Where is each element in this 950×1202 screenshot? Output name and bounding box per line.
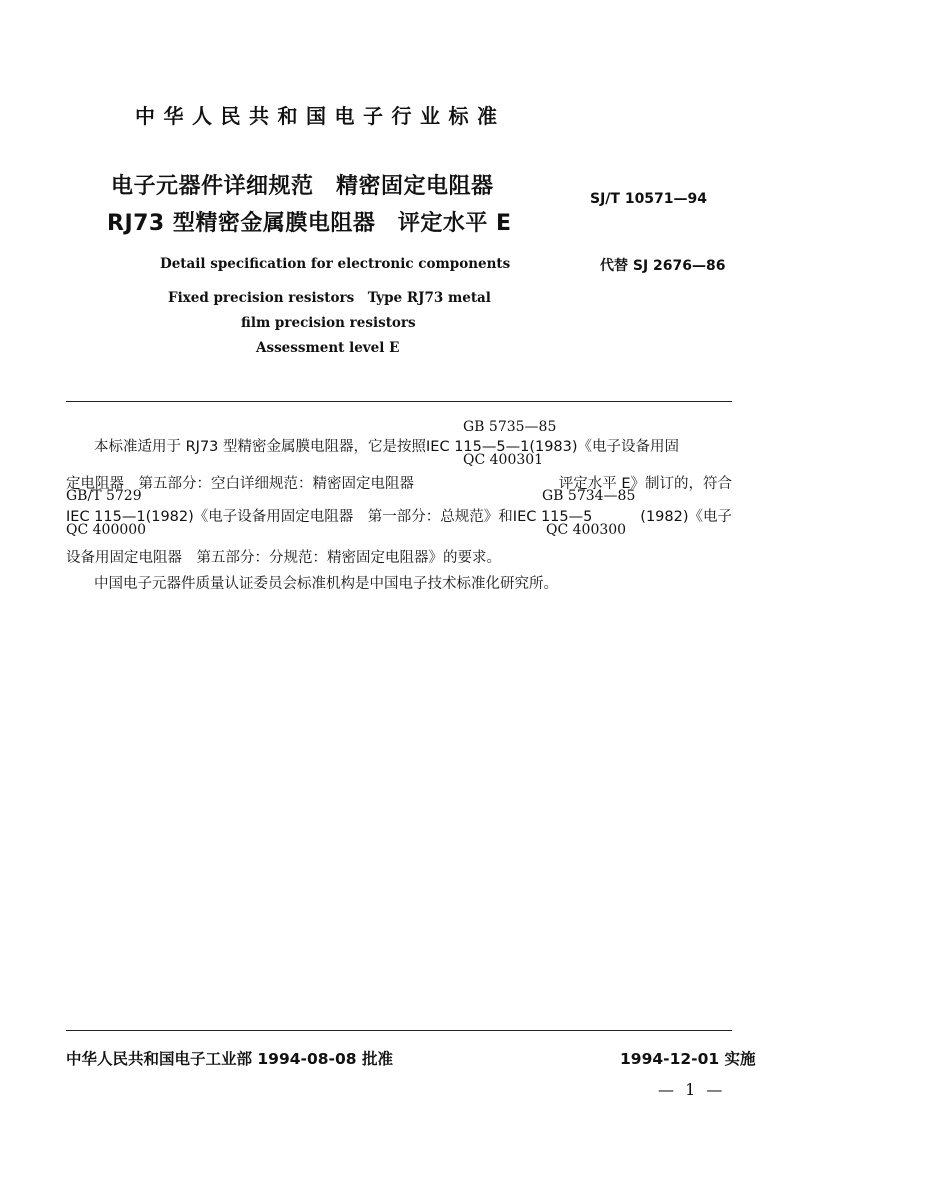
body-paragraph-line-4: 设备用固定电阻器 第五部分：分规范：精密固定电阻器》的要求。 [66,550,501,566]
standard-number: SJ/T 10571—94 [590,191,708,207]
bottom-divider [66,1030,732,1031]
body-line-2-left: 定电阻器 第五部分：空白详细规范：精密固定电阻器 [66,476,414,492]
implementation-date: 1994-12-01 实施 [620,1050,756,1068]
page-number: — 1 — [658,1080,726,1099]
body-line-3-right: (1982)《电子 [640,509,732,525]
title-english-line-3: film precision resistors [241,315,416,331]
ref-qc400300: QC 400300 [546,522,627,538]
title-english-line-2: Fixed precision resistors Type RJ73 metal [168,290,491,306]
ref-gb5735: GB 5735—85 [463,419,557,435]
title-chinese-line-1: 电子元器件详细规范 精密固定电阻器 [111,174,494,199]
ref-gbt5729: GB/T 5729 [66,488,142,504]
title-english-line-1: Detail specification for electronic components [160,256,511,272]
ref-qc400301: QC 400301 [463,452,544,468]
standard-category: 中华人民共和国电子行业标准 [135,104,506,128]
ref-gb5734: GB 5734—85 [542,488,636,504]
replaces-standard: 代替 SJ 2676—86 [600,258,726,274]
body-paragraph-line-1: 本标准适用于 RJ73 型精密金属膜电阻器，它是按照IEC 115—5—1(1983)《电子设备用固 [94,439,680,455]
title-english-line-4: Assessment level E [256,340,400,356]
body-paragraph-line-3 [66,505,732,526]
approval-statement: 中华人民共和国电子工业部 1994-08-08 批准 [66,1050,393,1068]
body-line-3-left: IEC 115—1(1982)《电子设备用固定电阻器 第一部分：总规范》和IEC 115—5 [66,509,593,525]
body-paragraph-line-5: 中国电子元器件质量认证委员会标准机构是中国电子技术标准化研究所。 [94,576,558,592]
body-line-2-right: 评定水平 E》制订的，符合 [558,476,732,492]
ref-qc400000: QC 400000 [66,522,147,538]
top-divider [66,401,732,402]
title-chinese-line-2: RJ73 型精密金属膜电阻器 评定水平 E [107,211,512,236]
